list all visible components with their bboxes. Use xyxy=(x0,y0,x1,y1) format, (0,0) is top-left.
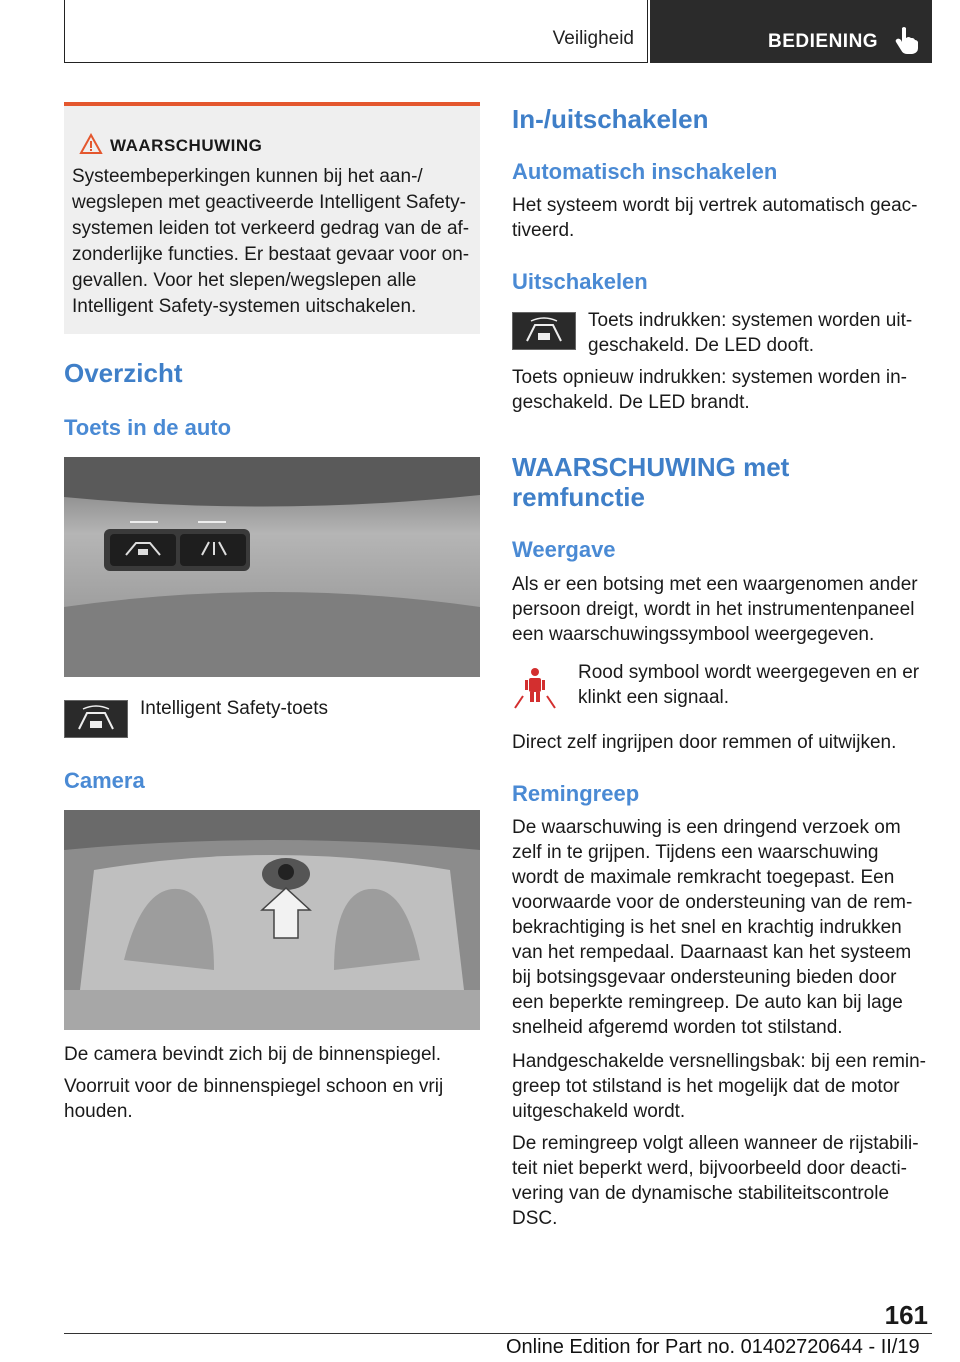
heading-warning-line2: remfunctie xyxy=(512,482,645,512)
auto-para: Het systeem wordt bij vertrek automatisch geac-tiveerd. xyxy=(512,195,918,241)
remingreep-para-3: De remingreep volgt alleen wanneer de rijstabili-teit niet beperkt werd, bijvoorbeeld door deacti-vering van de dynamische stabiliteitscontrole DSC. xyxy=(512,1133,919,1229)
warning-triangle-icon xyxy=(79,133,103,155)
heading-warning-line1: WAARSCHUWING met xyxy=(512,452,790,482)
heading-in-uit: In-/uitschakelen xyxy=(512,104,709,134)
heading-camera: Camera xyxy=(64,768,145,793)
pedestrian-warning-icon xyxy=(513,666,557,710)
heading-automatisch: Automatisch inschakelen xyxy=(512,159,778,184)
heading-remingreep: Remingreep xyxy=(512,781,640,806)
header-section-label: Veiligheid xyxy=(552,28,634,49)
heading-uitschakelen: Uitschakelen xyxy=(512,269,648,294)
safety-button-icon-small xyxy=(512,312,576,350)
warning-title: WAARSCHUWING xyxy=(110,136,263,155)
photo-car-buttons xyxy=(64,457,480,677)
warning-box xyxy=(64,102,480,334)
uit-para-2: Toets opnieuw indrukken: systemen worden in-geschakeld. De LED brandt. xyxy=(512,367,907,413)
header-chapter-tab xyxy=(650,0,932,63)
heading-overzicht: Overzicht xyxy=(64,358,183,388)
caption-safety-toets: Intelligent Safety-toets xyxy=(140,698,328,719)
remingreep-para-2: Handgeschakelde versnellingsbak: bij een remin-greep tot stilstand is het mogelijk dat de motor uitgeschakeld wordt. xyxy=(512,1051,927,1122)
heading-weergave: Weergave xyxy=(512,537,616,562)
camera-para-1: De camera bevindt zich bij de binnenspiegel. xyxy=(64,1044,442,1065)
weergave-para-2: Rood symbool wordt weergegeven en er klinkt een signaal. xyxy=(578,662,920,708)
heading-warning-remfunctie xyxy=(512,452,789,512)
weergave-para-3: Direct zelf ingrijpen door remmen of uitwijken. xyxy=(512,732,897,753)
remingreep-para-1: De waarschuwing is een dringend verzoek om zelf in te grijpen. Tijdens een waarschuwing wordt de maximale remkracht toegepast. Een voorwaarde voor de ondersteuning van de rem-bekrachtiging is het snel en krachtig indrukken van het rempedaal. Daarnaast kan het systeem bij botsingsgevaar ondersteuning bieden door een beperkte remingreep. De auto kan bij lage snelheid afgeremd worden tot stilstand. xyxy=(512,817,913,1038)
warning-body: Systeembeperkingen kunnen bij het aan-/ wegslepen met geactiveerde Intelligent Safety-systemen leiden tot verkeerd gedrag van de af-zonderlijke functies. Er bestaat gevaar voor on-gevallen. Voor het slepen/wegslepen alle Intelligent Safety-systemen uitschakelen. xyxy=(72,166,470,317)
footer-divider xyxy=(64,1333,932,1334)
footer-edition: Online Edition for Part no. 01402720644 - II/19 xyxy=(506,1336,920,1358)
camera-para-2: Voorruit voor de binnenspiegel schoon en vrij houden. xyxy=(64,1076,444,1122)
intelligent-safety-button-icon xyxy=(64,700,128,738)
photo-camera-windshield xyxy=(64,810,480,1030)
header-section-tab xyxy=(64,0,648,63)
header-chapter-label: BEDIENING xyxy=(768,31,879,52)
uit-para-1: Toets indrukken: systemen worden uit-geschakeld. De LED dooft. xyxy=(588,310,913,356)
heading-toets: Toets in de auto xyxy=(64,415,232,440)
pointing-hand-icon xyxy=(894,26,920,54)
weergave-para-1: Als er een botsing met een waargenomen ander persoon dreigt, wordt in het instrumentenpaneel een waarschuwingssymbool weergegeven. xyxy=(512,574,918,645)
page-number: 161 xyxy=(884,1300,928,1330)
